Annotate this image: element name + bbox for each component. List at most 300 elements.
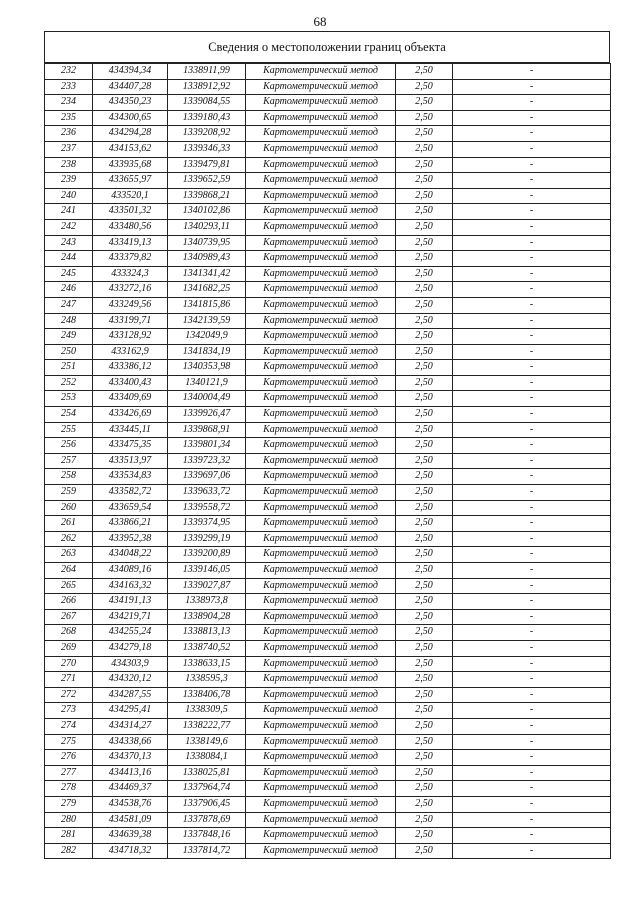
- accuracy-cell: 2,50: [396, 126, 453, 142]
- table-row: [45, 563, 611, 579]
- method-cell: Картометрический метод: [246, 609, 396, 625]
- accuracy-cell: 2,50: [396, 750, 453, 766]
- y-coordinate-cell: 1337848,16: [168, 828, 246, 844]
- x-coordinate-cell: 433659,54: [93, 500, 168, 516]
- note-cell: -: [453, 297, 611, 313]
- method-cell: Картометрический метод: [246, 329, 396, 345]
- x-coordinate-cell: 433480,56: [93, 219, 168, 235]
- table-row: [45, 640, 611, 656]
- table-row: [45, 126, 611, 142]
- note-cell: -: [453, 282, 611, 298]
- note-cell: -: [453, 547, 611, 563]
- table-row: [45, 547, 611, 563]
- note-cell: -: [453, 672, 611, 688]
- y-coordinate-cell: 1339926,47: [168, 407, 246, 423]
- method-cell: Картометрический метод: [246, 485, 396, 501]
- table-row: [45, 407, 611, 423]
- method-cell: Картометрический метод: [246, 391, 396, 407]
- method-cell: Картометрический метод: [246, 297, 396, 313]
- method-cell: Картометрический метод: [246, 266, 396, 282]
- accuracy-cell: 2,50: [396, 344, 453, 360]
- table-row: [45, 375, 611, 391]
- point-number-cell: 264: [45, 563, 93, 579]
- accuracy-cell: 2,50: [396, 594, 453, 610]
- note-cell: -: [453, 843, 611, 859]
- x-coordinate-cell: 433409,69: [93, 391, 168, 407]
- note-cell: -: [453, 360, 611, 376]
- point-number-cell: 236: [45, 126, 93, 142]
- table-row: [45, 64, 611, 80]
- point-number-cell: 255: [45, 422, 93, 438]
- accuracy-cell: 2,50: [396, 734, 453, 750]
- note-cell: -: [453, 828, 611, 844]
- y-coordinate-cell: 1338084,1: [168, 750, 246, 766]
- point-number-cell: 233: [45, 79, 93, 95]
- method-cell: Картометрический метод: [246, 469, 396, 485]
- table-row: [45, 391, 611, 407]
- accuracy-cell: 2,50: [396, 173, 453, 189]
- accuracy-cell: 2,50: [396, 516, 453, 532]
- method-cell: Картометрический метод: [246, 64, 396, 80]
- y-coordinate-cell: 1339558,72: [168, 500, 246, 516]
- y-coordinate-cell: 1339374,95: [168, 516, 246, 532]
- table-row: [45, 594, 611, 610]
- point-number-cell: 268: [45, 625, 93, 641]
- table-row: [45, 79, 611, 95]
- x-coordinate-cell: 433162,9: [93, 344, 168, 360]
- method-cell: Картометрический метод: [246, 656, 396, 672]
- accuracy-cell: 2,50: [396, 500, 453, 516]
- accuracy-cell: 2,50: [396, 672, 453, 688]
- x-coordinate-cell: 434413,16: [93, 765, 168, 781]
- accuracy-cell: 2,50: [396, 79, 453, 95]
- note-cell: -: [453, 578, 611, 594]
- method-cell: Картометрический метод: [246, 578, 396, 594]
- x-coordinate-cell: 433475,35: [93, 438, 168, 454]
- accuracy-cell: 2,50: [396, 609, 453, 625]
- y-coordinate-cell: 1340102,86: [168, 204, 246, 220]
- y-coordinate-cell: 1340004,49: [168, 391, 246, 407]
- point-number-cell: 242: [45, 219, 93, 235]
- point-number-cell: 246: [45, 282, 93, 298]
- point-number-cell: 238: [45, 157, 93, 173]
- method-cell: Картометрический метод: [246, 360, 396, 376]
- point-number-cell: 256: [45, 438, 93, 454]
- point-number-cell: 282: [45, 843, 93, 859]
- table-row: [45, 329, 611, 345]
- point-number-cell: 265: [45, 578, 93, 594]
- note-cell: -: [453, 141, 611, 157]
- table-row: [45, 469, 611, 485]
- point-number-cell: 251: [45, 360, 93, 376]
- note-cell: -: [453, 204, 611, 220]
- note-cell: -: [453, 235, 611, 251]
- table-row: [45, 578, 611, 594]
- note-cell: -: [453, 516, 611, 532]
- x-coordinate-cell: 433501,32: [93, 204, 168, 220]
- accuracy-cell: 2,50: [396, 718, 453, 734]
- method-cell: Картометрический метод: [246, 438, 396, 454]
- y-coordinate-cell: 1338912,92: [168, 79, 246, 95]
- table-row: [45, 438, 611, 454]
- accuracy-cell: 2,50: [396, 531, 453, 547]
- accuracy-cell: 2,50: [396, 204, 453, 220]
- y-coordinate-cell: 1339084,55: [168, 95, 246, 111]
- y-coordinate-cell: 1340989,43: [168, 251, 246, 267]
- x-coordinate-cell: 434718,32: [93, 843, 168, 859]
- x-coordinate-cell: 433582,72: [93, 485, 168, 501]
- x-coordinate-cell: 434287,55: [93, 687, 168, 703]
- y-coordinate-cell: 1338813,13: [168, 625, 246, 641]
- table-row: [45, 422, 611, 438]
- table-row: [45, 266, 611, 282]
- note-cell: -: [453, 703, 611, 719]
- accuracy-cell: 2,50: [396, 640, 453, 656]
- x-coordinate-cell: 433400,43: [93, 375, 168, 391]
- y-coordinate-cell: 1341815,86: [168, 297, 246, 313]
- accuracy-cell: 2,50: [396, 812, 453, 828]
- table-row: [45, 656, 611, 672]
- point-number-cell: 232: [45, 64, 93, 80]
- y-coordinate-cell: 1339346,33: [168, 141, 246, 157]
- y-coordinate-cell: 1338633,15: [168, 656, 246, 672]
- y-coordinate-cell: 1338973,8: [168, 594, 246, 610]
- x-coordinate-cell: 433655,97: [93, 173, 168, 189]
- method-cell: Картометрический метод: [246, 500, 396, 516]
- table-row: [45, 609, 611, 625]
- table-row: [45, 173, 611, 189]
- method-cell: Картометрический метод: [246, 625, 396, 641]
- method-cell: Картометрический метод: [246, 594, 396, 610]
- x-coordinate-cell: 434350,23: [93, 95, 168, 111]
- method-cell: Картометрический метод: [246, 531, 396, 547]
- note-cell: -: [453, 375, 611, 391]
- method-cell: Картометрический метод: [246, 235, 396, 251]
- method-cell: Картометрический метод: [246, 796, 396, 812]
- table-header: [44, 31, 610, 63]
- method-cell: Картометрический метод: [246, 79, 396, 95]
- y-coordinate-cell: 1340353,98: [168, 360, 246, 376]
- y-coordinate-cell: 1338904,28: [168, 609, 246, 625]
- point-number-cell: 277: [45, 765, 93, 781]
- accuracy-cell: 2,50: [396, 563, 453, 579]
- y-coordinate-cell: 1339479,81: [168, 157, 246, 173]
- accuracy-cell: 2,50: [396, 188, 453, 204]
- note-cell: -: [453, 734, 611, 750]
- table-row: [45, 765, 611, 781]
- x-coordinate-cell: 434314,27: [93, 718, 168, 734]
- method-cell: Картометрический метод: [246, 188, 396, 204]
- note-cell: -: [453, 656, 611, 672]
- point-number-cell: 259: [45, 485, 93, 501]
- point-number-cell: 253: [45, 391, 93, 407]
- point-number-cell: 234: [45, 95, 93, 111]
- method-cell: Картометрический метод: [246, 375, 396, 391]
- x-coordinate-cell: 434295,41: [93, 703, 168, 719]
- method-cell: Картометрический метод: [246, 110, 396, 126]
- x-coordinate-cell: 433419,13: [93, 235, 168, 251]
- x-coordinate-cell: 433952,38: [93, 531, 168, 547]
- x-coordinate-cell: 433534,83: [93, 469, 168, 485]
- point-number-cell: 280: [45, 812, 93, 828]
- y-coordinate-cell: 1339652,59: [168, 173, 246, 189]
- x-coordinate-cell: 433128,92: [93, 329, 168, 345]
- table-row: [45, 157, 611, 173]
- note-cell: -: [453, 781, 611, 797]
- coordinates-table: [44, 63, 611, 859]
- method-cell: Картометрический метод: [246, 344, 396, 360]
- x-coordinate-cell: 434320,12: [93, 672, 168, 688]
- point-number-cell: 237: [45, 141, 93, 157]
- accuracy-cell: 2,50: [396, 219, 453, 235]
- accuracy-cell: 2,50: [396, 297, 453, 313]
- x-coordinate-cell: 434255,24: [93, 625, 168, 641]
- y-coordinate-cell: 1340293,11: [168, 219, 246, 235]
- method-cell: Картометрический метод: [246, 157, 396, 173]
- y-coordinate-cell: 1338025,81: [168, 765, 246, 781]
- point-number-cell: 274: [45, 718, 93, 734]
- y-coordinate-cell: 1338222,77: [168, 718, 246, 734]
- accuracy-cell: 2,50: [396, 578, 453, 594]
- table-row: [45, 141, 611, 157]
- y-coordinate-cell: 1339027,87: [168, 578, 246, 594]
- point-number-cell: 273: [45, 703, 93, 719]
- accuracy-cell: 2,50: [396, 796, 453, 812]
- x-coordinate-cell: 434294,28: [93, 126, 168, 142]
- method-cell: Картометрический метод: [246, 516, 396, 532]
- point-number-cell: 252: [45, 375, 93, 391]
- point-number-cell: 247: [45, 297, 93, 313]
- accuracy-cell: 2,50: [396, 625, 453, 641]
- point-number-cell: 258: [45, 469, 93, 485]
- x-coordinate-cell: 434370,13: [93, 750, 168, 766]
- accuracy-cell: 2,50: [396, 282, 453, 298]
- y-coordinate-cell: 1338149,6: [168, 734, 246, 750]
- accuracy-cell: 2,50: [396, 656, 453, 672]
- x-coordinate-cell: 434191,13: [93, 594, 168, 610]
- x-coordinate-cell: 434163,32: [93, 578, 168, 594]
- table-body: [45, 64, 611, 859]
- method-cell: Картометрический метод: [246, 126, 396, 142]
- note-cell: -: [453, 157, 611, 173]
- x-coordinate-cell: 433324,3: [93, 266, 168, 282]
- note-cell: -: [453, 251, 611, 267]
- method-cell: Картометрический метод: [246, 843, 396, 859]
- y-coordinate-cell: 1341834,19: [168, 344, 246, 360]
- point-number-cell: 240: [45, 188, 93, 204]
- x-coordinate-cell: 433935,68: [93, 157, 168, 173]
- table-row: [45, 219, 611, 235]
- accuracy-cell: 2,50: [396, 64, 453, 80]
- note-cell: -: [453, 266, 611, 282]
- method-cell: Картометрический метод: [246, 204, 396, 220]
- point-number-cell: 267: [45, 609, 93, 625]
- note-cell: -: [453, 453, 611, 469]
- point-number-cell: 271: [45, 672, 93, 688]
- note-cell: -: [453, 188, 611, 204]
- note-cell: -: [453, 718, 611, 734]
- method-cell: Картометрический метод: [246, 173, 396, 189]
- note-cell: -: [453, 173, 611, 189]
- method-cell: Картометрический метод: [246, 687, 396, 703]
- table-row: [45, 453, 611, 469]
- table-row: [45, 110, 611, 126]
- x-coordinate-cell: 434639,38: [93, 828, 168, 844]
- point-number-cell: 245: [45, 266, 93, 282]
- point-number-cell: 260: [45, 500, 93, 516]
- document-sheet: [44, 31, 610, 859]
- accuracy-cell: 2,50: [396, 828, 453, 844]
- y-coordinate-cell: 1338309,5: [168, 703, 246, 719]
- point-number-cell: 244: [45, 251, 93, 267]
- point-number-cell: 235: [45, 110, 93, 126]
- x-coordinate-cell: 434538,76: [93, 796, 168, 812]
- point-number-cell: 243: [45, 235, 93, 251]
- table-row: [45, 297, 611, 313]
- accuracy-cell: 2,50: [396, 235, 453, 251]
- note-cell: -: [453, 609, 611, 625]
- note-cell: -: [453, 485, 611, 501]
- table-row: [45, 718, 611, 734]
- x-coordinate-cell: 434394,34: [93, 64, 168, 80]
- table-row: [45, 344, 611, 360]
- x-coordinate-cell: 434048,22: [93, 547, 168, 563]
- accuracy-cell: 2,50: [396, 407, 453, 423]
- y-coordinate-cell: 1339146,05: [168, 563, 246, 579]
- point-number-cell: 270: [45, 656, 93, 672]
- x-coordinate-cell: 433379,82: [93, 251, 168, 267]
- note-cell: -: [453, 500, 611, 516]
- note-cell: -: [453, 407, 611, 423]
- table-row: [45, 485, 611, 501]
- x-coordinate-cell: 434338,66: [93, 734, 168, 750]
- y-coordinate-cell: 1337964,74: [168, 781, 246, 797]
- point-number-cell: 263: [45, 547, 93, 563]
- point-number-cell: 272: [45, 687, 93, 703]
- note-cell: -: [453, 687, 611, 703]
- y-coordinate-cell: 1338740,52: [168, 640, 246, 656]
- note-cell: -: [453, 750, 611, 766]
- method-cell: Картометрический метод: [246, 547, 396, 563]
- table-row: [45, 703, 611, 719]
- x-coordinate-cell: 433445,11: [93, 422, 168, 438]
- note-cell: -: [453, 531, 611, 547]
- note-cell: -: [453, 64, 611, 80]
- table-row: [45, 625, 611, 641]
- y-coordinate-cell: 1339200,89: [168, 547, 246, 563]
- y-coordinate-cell: 1338406,78: [168, 687, 246, 703]
- accuracy-cell: 2,50: [396, 781, 453, 797]
- accuracy-cell: 2,50: [396, 375, 453, 391]
- y-coordinate-cell: 1338911,99: [168, 64, 246, 80]
- note-cell: -: [453, 79, 611, 95]
- y-coordinate-cell: 1342139,59: [168, 313, 246, 329]
- table-row: [45, 843, 611, 859]
- accuracy-cell: 2,50: [396, 422, 453, 438]
- table-row: [45, 282, 611, 298]
- note-cell: -: [453, 313, 611, 329]
- method-cell: Картометрический метод: [246, 750, 396, 766]
- table-row: [45, 204, 611, 220]
- note-cell: -: [453, 594, 611, 610]
- method-cell: Картометрический метод: [246, 672, 396, 688]
- note-cell: -: [453, 469, 611, 485]
- x-coordinate-cell: 433520,1: [93, 188, 168, 204]
- x-coordinate-cell: 434300,65: [93, 110, 168, 126]
- x-coordinate-cell: 433386,12: [93, 360, 168, 376]
- x-coordinate-cell: 433513,97: [93, 453, 168, 469]
- x-coordinate-cell: 433866,21: [93, 516, 168, 532]
- method-cell: Картометрический метод: [246, 781, 396, 797]
- table-row: [45, 251, 611, 267]
- method-cell: Картометрический метод: [246, 407, 396, 423]
- x-coordinate-cell: 433426,69: [93, 407, 168, 423]
- x-coordinate-cell: 434089,16: [93, 563, 168, 579]
- y-coordinate-cell: 1338595,3: [168, 672, 246, 688]
- y-coordinate-cell: 1339868,21: [168, 188, 246, 204]
- method-cell: Картометрический метод: [246, 812, 396, 828]
- method-cell: Картометрический метод: [246, 718, 396, 734]
- method-cell: Картометрический метод: [246, 828, 396, 844]
- method-cell: Картометрический метод: [246, 734, 396, 750]
- point-number-cell: 266: [45, 594, 93, 610]
- y-coordinate-cell: 1341341,42: [168, 266, 246, 282]
- method-cell: Картометрический метод: [246, 219, 396, 235]
- accuracy-cell: 2,50: [396, 95, 453, 111]
- table-row: [45, 313, 611, 329]
- table-row: [45, 812, 611, 828]
- point-number-cell: 261: [45, 516, 93, 532]
- method-cell: Картометрический метод: [246, 765, 396, 781]
- accuracy-cell: 2,50: [396, 329, 453, 345]
- accuracy-cell: 2,50: [396, 765, 453, 781]
- x-coordinate-cell: 433249,56: [93, 297, 168, 313]
- note-cell: -: [453, 812, 611, 828]
- y-coordinate-cell: 1342049,9: [168, 329, 246, 345]
- accuracy-cell: 2,50: [396, 843, 453, 859]
- y-coordinate-cell: 1337814,72: [168, 843, 246, 859]
- note-cell: -: [453, 765, 611, 781]
- point-number-cell: 239: [45, 173, 93, 189]
- note-cell: -: [453, 329, 611, 345]
- y-coordinate-cell: 1339180,43: [168, 110, 246, 126]
- x-coordinate-cell: 433272,16: [93, 282, 168, 298]
- point-number-cell: 254: [45, 407, 93, 423]
- x-coordinate-cell: 433199,71: [93, 313, 168, 329]
- note-cell: -: [453, 95, 611, 111]
- accuracy-cell: 2,50: [396, 251, 453, 267]
- accuracy-cell: 2,50: [396, 469, 453, 485]
- accuracy-cell: 2,50: [396, 266, 453, 282]
- page-number: 68: [313, 14, 327, 29]
- accuracy-cell: 2,50: [396, 360, 453, 376]
- table-row: [45, 95, 611, 111]
- table-title: Сведения о местоположении границ объекта: [208, 39, 446, 54]
- x-coordinate-cell: 434153,62: [93, 141, 168, 157]
- accuracy-cell: 2,50: [396, 438, 453, 454]
- note-cell: -: [453, 422, 611, 438]
- table-row: [45, 750, 611, 766]
- y-coordinate-cell: 1339299,19: [168, 531, 246, 547]
- table-row: [45, 188, 611, 204]
- method-cell: Картометрический метод: [246, 313, 396, 329]
- y-coordinate-cell: 1339868,91: [168, 422, 246, 438]
- method-cell: Картометрический метод: [246, 422, 396, 438]
- y-coordinate-cell: 1340121,9: [168, 375, 246, 391]
- note-cell: -: [453, 438, 611, 454]
- method-cell: Картометрический метод: [246, 95, 396, 111]
- method-cell: Картометрический метод: [246, 563, 396, 579]
